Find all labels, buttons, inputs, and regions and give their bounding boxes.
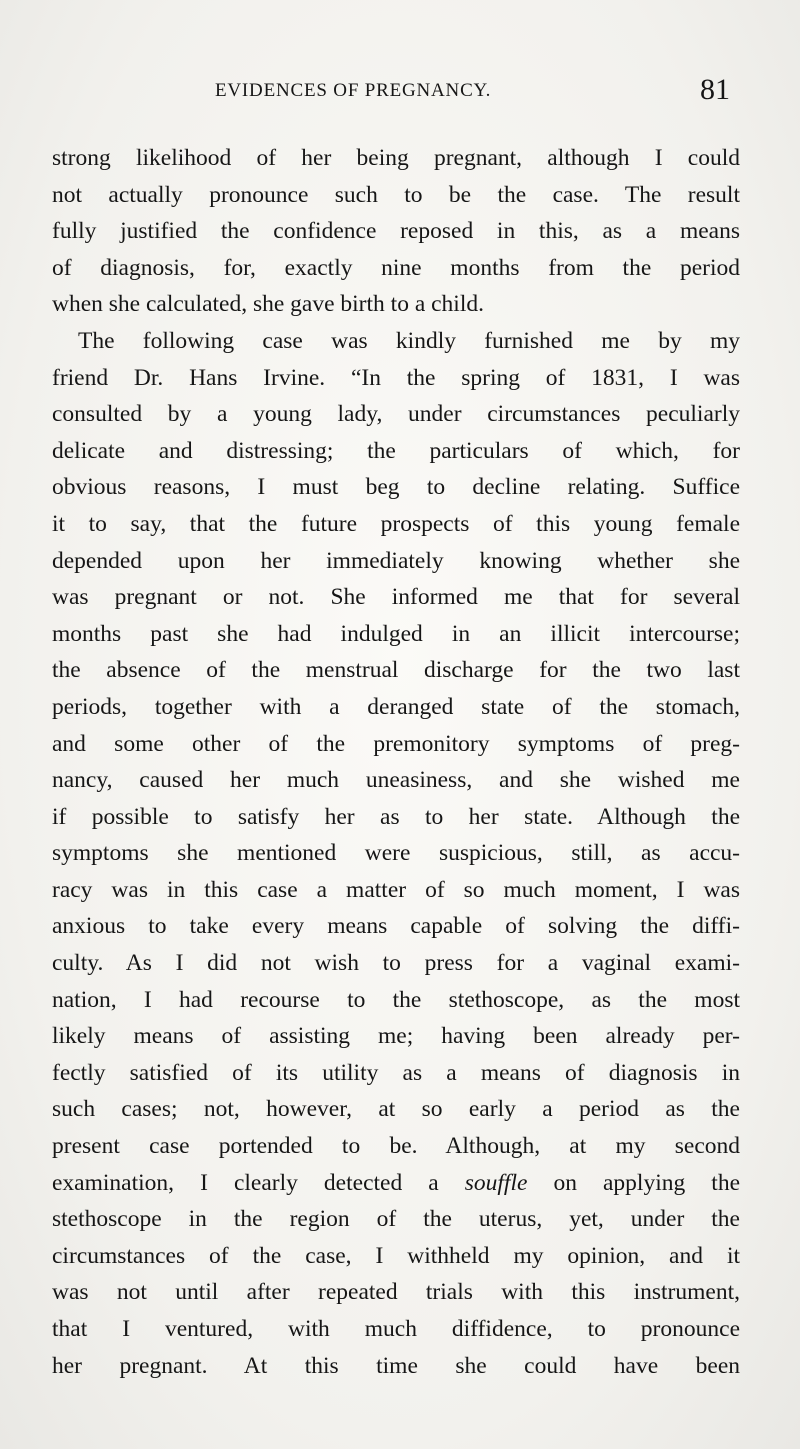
text-line: fectly satisfied of its utility as a means of diagnosis in [52,1059,740,1086]
text-line: delicate and distressing; the particulars of which, for [52,437,740,464]
text-line: anxious to take every means capable of solving the diffi- [52,913,740,940]
text-segment: on applying the [527,1169,740,1196]
text-line: was not until after repeated trials with this instrument, [52,1279,740,1306]
text-line: nation, I had recourse to the stethoscope, as the most [52,986,740,1013]
text-line: such cases; not, however, at so early a period as the [52,1096,740,1123]
text-line: present case portended to be. Although, at my second [52,1133,740,1160]
text-line: strong likelihood of her being pregnant, although I could [52,145,740,171]
text-line: fully justified the confidence reposed in this, as a means [52,218,740,245]
text-line: likely means of assisting me; having been already per- [52,1023,740,1050]
running-head: EVIDENCES OF PREGNANCY. [215,80,492,101]
text-line: stethoscope in the region of the uterus, yet, under the [52,1206,740,1233]
text-line: periods, together with a deranged state of the stomach, [52,693,740,720]
text-line: symptoms she mentioned were suspicious, still, as accu- [52,840,740,867]
text-line: it to say, that the future prospects of this young female [52,510,740,537]
italic-word-souffle: souffle [464,1169,528,1196]
text-line: and some other of the premonitory symptoms of preg- [52,730,740,757]
text-line: if possible to satisfy her as to her state. Although the [52,803,740,830]
text-line: depended upon her immediately knowing whether she [52,547,740,574]
text-line: circumstances of the case, I withheld my opinion, and it [52,1242,740,1269]
text-line: racy was in this case a matter of so much moment, I was [52,876,740,903]
page-number: 81 [700,73,730,106]
text-line: not actually pronounce such to be the case. The result [52,181,740,208]
text-line: nancy, caused her much uneasiness, and she wished me [52,767,740,794]
text-line: her pregnant. At this time she could have been [52,1352,740,1379]
paragraph-first-line: The following case was kindly furnished me by my [78,327,740,354]
text-segment: examination, I clearly detected a [52,1169,465,1196]
text-line: consulted by a young lady, under circumstances peculiarly [52,401,740,428]
text-line: friend Dr. Hans Irvine. “In the spring of 1831, I was [52,364,740,391]
page-header [215,72,730,112]
text-line: was pregnant or not. She informed me that for several [52,584,740,611]
text-line: of diagnosis, for, exactly nine months from the period [52,254,740,281]
text-line: the absence of the menstrual discharge for the two last [52,657,740,684]
text-line: obvious reasons, I must beg to decline relating. Suffice [52,474,740,501]
text-line-with-italic [52,1165,740,1202]
body-text [52,140,740,1384]
text-line: months past she had indulged in an illicit intercourse; [52,620,740,647]
text-line: culty. As I did not wish to press for a vaginal exami- [52,950,740,977]
text-line: when she calculated, she gave birth to a child. [52,291,484,318]
text-line: that I ventured, with much diffidence, to pronounce [52,1316,740,1342]
